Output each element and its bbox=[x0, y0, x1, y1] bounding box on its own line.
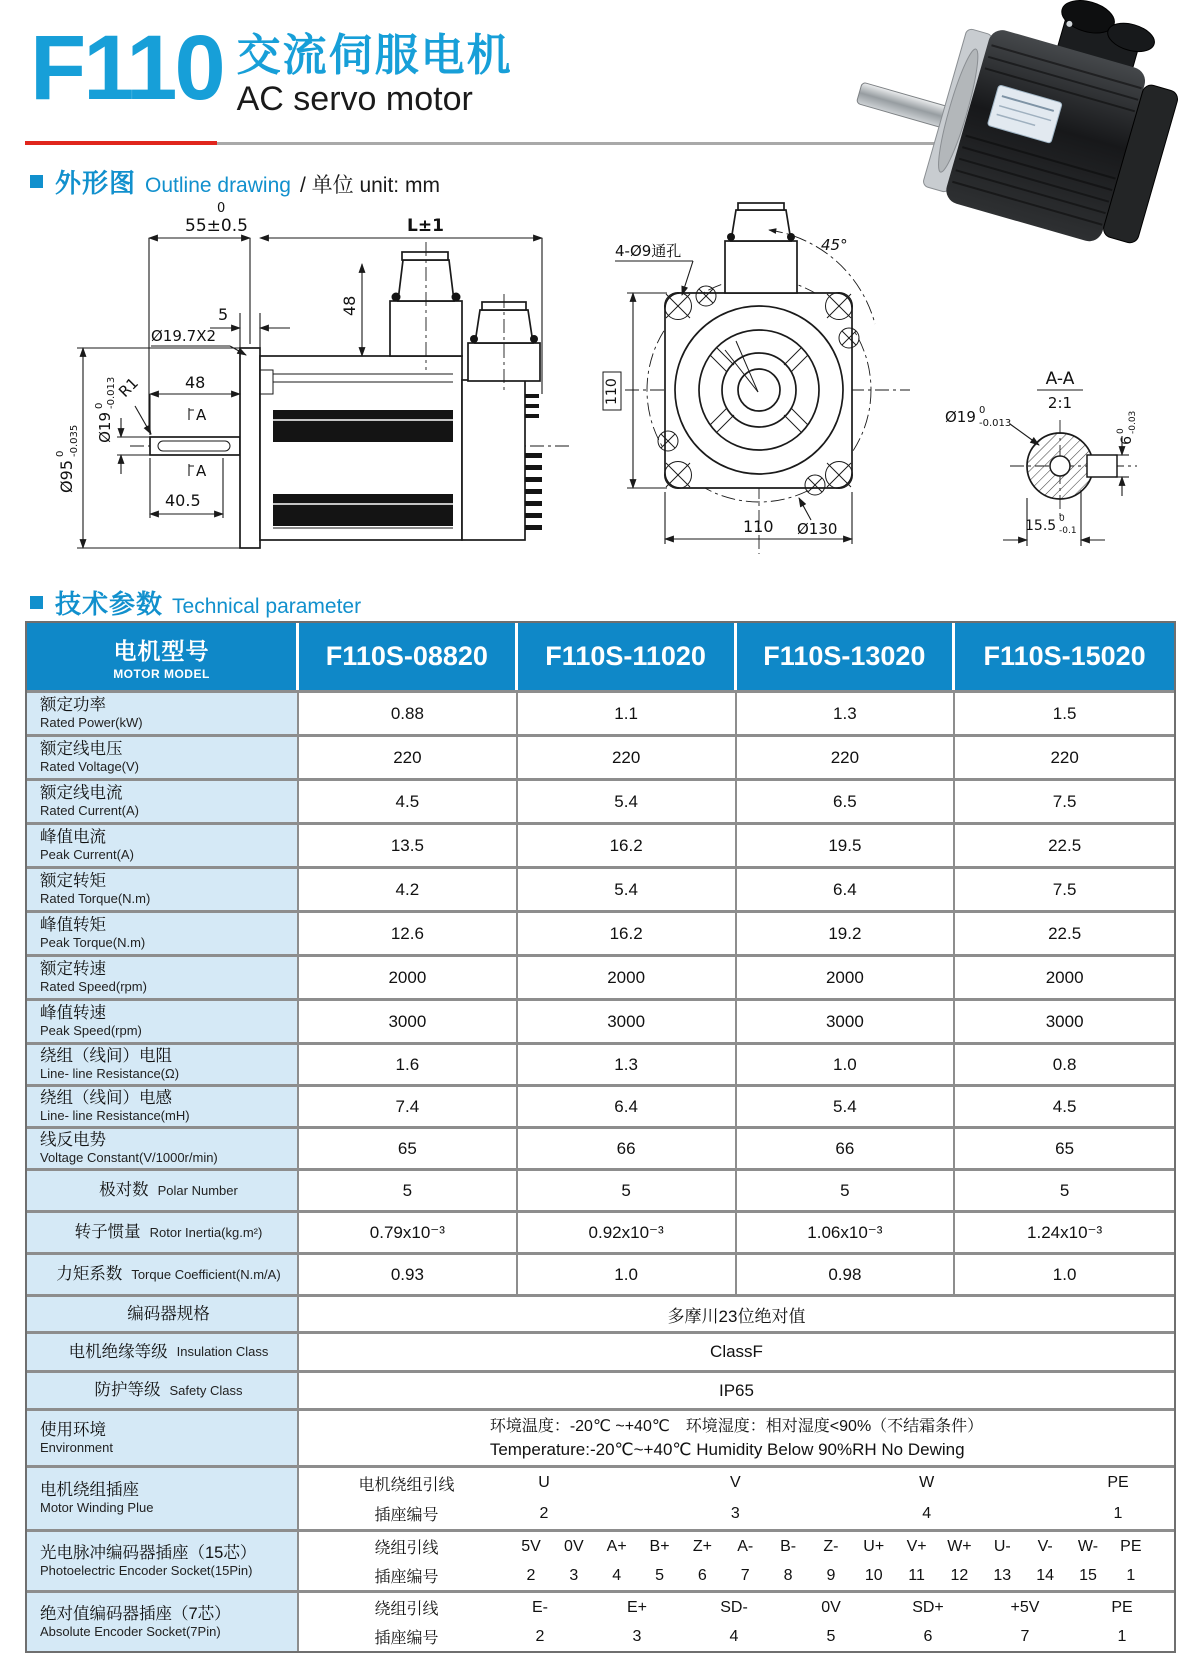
value-cell: 0.79x10⁻³ bbox=[299, 1213, 518, 1252]
pin-area bbox=[299, 1593, 1174, 1651]
row-label bbox=[27, 1087, 299, 1126]
row-label bbox=[27, 1129, 299, 1168]
value-cell: 1.06x10⁻³ bbox=[737, 1213, 956, 1252]
bolt-circle-label: Ø130 bbox=[797, 520, 838, 538]
model-name: F110S-08820 bbox=[299, 623, 518, 690]
spec-row bbox=[27, 910, 1174, 954]
row-label-en: Rotor Inertia(kg.m²) bbox=[149, 1224, 263, 1240]
value-cell: 3000 bbox=[299, 1001, 518, 1042]
pin-sub-row bbox=[299, 1499, 1174, 1530]
value-cell: 3000 bbox=[737, 1001, 956, 1042]
row-label-en: Rated Speed(rpm) bbox=[40, 979, 147, 994]
pin-label: PE bbox=[1107, 1474, 1129, 1492]
value-cell: 1.0 bbox=[737, 1045, 956, 1084]
dim-width-110: 110 bbox=[743, 517, 774, 536]
value-cell: 1.3 bbox=[518, 1045, 737, 1084]
row-label-cn: 额定转速 bbox=[40, 960, 106, 978]
section-title: A-A bbox=[1045, 369, 1075, 389]
pin-label: V- bbox=[1037, 1537, 1053, 1555]
row-label bbox=[27, 1334, 299, 1370]
pin-label: W bbox=[919, 1474, 935, 1492]
pin-label: 0V bbox=[564, 1537, 584, 1555]
value-cell: 5.4 bbox=[518, 781, 737, 822]
environment-line-en: Temperature:-20℃~+40℃ Humidity Below 90%RH No Dewing bbox=[489, 1439, 965, 1459]
dim-d197: Ø19.7X2 bbox=[151, 327, 217, 345]
value-cell: 1.3 bbox=[737, 693, 956, 734]
row-label bbox=[27, 1045, 299, 1084]
pin-label: A- bbox=[737, 1537, 754, 1555]
svg-text:0: 0 bbox=[979, 405, 986, 416]
pin-label: Z- bbox=[823, 1537, 839, 1555]
value-cell: 1.0 bbox=[518, 1255, 737, 1294]
pin-values bbox=[514, 1599, 1174, 1617]
svg-text:Ø19: Ø19 bbox=[96, 412, 114, 443]
row-label bbox=[27, 693, 299, 734]
value-cell: 220 bbox=[1050, 747, 1079, 767]
outline-title-cn: 外形图 bbox=[55, 168, 137, 198]
value-cell: 5 bbox=[737, 1171, 956, 1210]
rule-red-segment bbox=[25, 141, 217, 145]
row-label-cn: 额定线电流 bbox=[40, 784, 123, 802]
section-dia-label bbox=[945, 405, 1011, 429]
datum-a-1: A bbox=[196, 406, 207, 424]
row-label-en: Polar Number bbox=[157, 1182, 238, 1198]
outline-section-heading bbox=[30, 163, 440, 200]
key-height-label bbox=[1116, 411, 1138, 445]
pin-number: 4 bbox=[729, 1627, 739, 1645]
value-cell: 16.2 bbox=[518, 825, 737, 866]
row-label-en: Rated Torque(N.m) bbox=[40, 891, 151, 906]
span-row bbox=[27, 1294, 1174, 1331]
value-cell: 4.5 bbox=[299, 781, 518, 822]
pin-number: 4 bbox=[922, 1504, 932, 1522]
pin-label: A+ bbox=[606, 1537, 627, 1555]
spec-row bbox=[27, 998, 1174, 1042]
row-label-cn: 极对数 bbox=[99, 1181, 149, 1199]
dim-405: 40.5 bbox=[165, 491, 201, 510]
row-label-cn: 额定功率 bbox=[40, 696, 106, 714]
value-cell: 0.88 bbox=[299, 693, 518, 734]
pin-label: SD+ bbox=[912, 1598, 944, 1616]
row-label-en: Rated Voltage(V) bbox=[40, 759, 140, 774]
pin-values bbox=[514, 1567, 1174, 1585]
pin-number: 2 bbox=[539, 1504, 549, 1522]
table-header-row bbox=[27, 623, 1174, 690]
pin-number: 4 bbox=[612, 1566, 622, 1584]
environment-line-cn: 环境温度：-20℃ ~+40℃ 环境湿度：相对湿度<90%（不结霜条件） bbox=[489, 1417, 984, 1435]
row-label-cn: 额定转矩 bbox=[40, 872, 106, 890]
row-label-cn: 力矩系数 bbox=[56, 1265, 123, 1283]
spec-row bbox=[27, 1084, 1174, 1126]
header-model-en: MOTOR MODEL bbox=[113, 666, 210, 681]
value-cell: 220 bbox=[518, 737, 737, 778]
row-label-cn: 额定线电压 bbox=[40, 740, 123, 758]
pin-label: 5V bbox=[521, 1537, 541, 1555]
body-dia-label bbox=[55, 425, 80, 493]
row-label bbox=[27, 869, 299, 910]
value-cell: 220 bbox=[737, 737, 956, 778]
value-cell: 3000 bbox=[518, 1001, 737, 1042]
pin-number: 2 bbox=[526, 1566, 536, 1584]
row-label bbox=[27, 1255, 299, 1294]
header-model-cn: 电机型号 bbox=[113, 637, 210, 664]
dim-48v: 48 bbox=[340, 295, 359, 316]
pin-sub-label: 插座编号 bbox=[374, 1630, 439, 1647]
pin-number: 3 bbox=[632, 1627, 642, 1645]
row-label-cn: 绝对值编码器插座（7芯） bbox=[40, 1604, 231, 1623]
title-block bbox=[30, 18, 513, 118]
pin-label: 0V bbox=[821, 1598, 841, 1616]
pin-number: 9 bbox=[826, 1566, 836, 1584]
spec-row bbox=[27, 734, 1174, 778]
section-aa-view bbox=[945, 369, 1138, 546]
spec-row bbox=[27, 866, 1174, 910]
pin-area bbox=[299, 1468, 1174, 1529]
svg-text:-0.1: -0.1 bbox=[1059, 526, 1077, 536]
value-cell: 19.5 bbox=[737, 825, 956, 866]
pin-row bbox=[27, 1529, 1174, 1590]
spec-row bbox=[27, 778, 1174, 822]
row-label-cn: 绕组（线间）电阻 bbox=[40, 1047, 172, 1065]
title-en: AC servo motor bbox=[236, 80, 473, 118]
dim-L: L±1 bbox=[407, 216, 444, 236]
row-label-cn: 转子惯量 bbox=[74, 1223, 141, 1241]
row-label bbox=[27, 957, 299, 998]
value-cell-wide: 多摩川23位绝对值 bbox=[667, 1306, 806, 1326]
dim-5: 5 bbox=[218, 305, 229, 324]
value-cell-wide: IP65 bbox=[719, 1380, 754, 1400]
pin-number: 12 bbox=[950, 1566, 969, 1584]
pin-sub-label: 绕组引线 bbox=[374, 1540, 439, 1557]
row-label-cn: 编码器规格 bbox=[127, 1304, 210, 1323]
value-cell: 12.6 bbox=[299, 913, 518, 954]
row-label-en: Rated Current(A) bbox=[40, 803, 139, 818]
pin-sub-row bbox=[299, 1532, 1174, 1561]
dim-r1: R1 bbox=[115, 373, 142, 401]
value-cell: 66 bbox=[518, 1129, 737, 1168]
pin-number: 5 bbox=[655, 1566, 664, 1584]
value-cell: 6.5 bbox=[737, 781, 956, 822]
pin-number: 10 bbox=[864, 1566, 883, 1584]
value-cell: 7.4 bbox=[299, 1087, 518, 1126]
value-cell: 5.4 bbox=[518, 869, 737, 910]
pin-label: V+ bbox=[906, 1537, 927, 1555]
svg-text:-0.035: -0.035 bbox=[69, 424, 80, 457]
pin-number: 1 bbox=[1126, 1566, 1136, 1584]
pin-sub-label: 电机绕组引线 bbox=[358, 1476, 455, 1494]
dim-55: 55±0.5 bbox=[185, 216, 248, 236]
value-cell: 1.1 bbox=[518, 693, 737, 734]
pin-number: 6 bbox=[923, 1627, 933, 1645]
value-cell: 4.5 bbox=[1052, 1096, 1077, 1116]
outline-drawing bbox=[25, 198, 1175, 560]
page-title: F110 bbox=[30, 17, 223, 119]
row-label-cn: 峰值转矩 bbox=[40, 916, 106, 934]
pin-number: 6 bbox=[697, 1566, 707, 1584]
pin-label: V bbox=[729, 1474, 741, 1492]
spec-row bbox=[27, 1126, 1174, 1168]
pin-number: 7 bbox=[1020, 1627, 1030, 1645]
row-label-cn: 光电脉冲编码器插座（15芯） bbox=[40, 1543, 257, 1562]
row-label bbox=[27, 913, 299, 954]
flat-width-label bbox=[1025, 514, 1077, 536]
pin-number: 8 bbox=[783, 1566, 793, 1584]
value-cell: 1.0 bbox=[1052, 1264, 1077, 1284]
pin-label: U- bbox=[993, 1537, 1011, 1555]
tech-title-en: Technical parameter bbox=[172, 595, 362, 618]
row-label-en: Peak Speed(rpm) bbox=[40, 1023, 142, 1038]
pin-sub-label: 插座编号 bbox=[374, 1569, 439, 1586]
svg-text:6: 6 bbox=[1119, 436, 1135, 445]
tech-title-cn: 技术参数 bbox=[55, 589, 164, 619]
row-label-en: Photoelectric Encoder Socket(15Pin) bbox=[40, 1562, 253, 1578]
value-cell: 65 bbox=[299, 1129, 518, 1168]
row-label-en: Safety Class bbox=[169, 1382, 243, 1398]
svg-text:15.5: 15.5 bbox=[1025, 518, 1057, 534]
section-scale: 2:1 bbox=[1047, 394, 1073, 412]
spec-row bbox=[27, 1042, 1174, 1084]
pin-number: 5 bbox=[826, 1627, 836, 1645]
model-name: F110S-11020 bbox=[518, 623, 737, 690]
row-label-en: Environment bbox=[40, 1439, 113, 1455]
model-name: F110S-13020 bbox=[737, 623, 956, 690]
value-cell: 16.2 bbox=[518, 913, 737, 954]
row-label-cn: 使用环境 bbox=[40, 1420, 106, 1439]
value-cell: 3000 bbox=[1045, 1011, 1084, 1031]
row-label bbox=[27, 1593, 299, 1651]
pin-label: B+ bbox=[649, 1537, 670, 1555]
outline-title-en: Outline drawing bbox=[145, 174, 291, 197]
row-label-cn: 电机绝缘等级 bbox=[68, 1342, 168, 1361]
pin-number: 3 bbox=[569, 1566, 579, 1584]
pin-label: U+ bbox=[863, 1537, 885, 1555]
spec-row bbox=[27, 822, 1174, 866]
pin-number: 1 bbox=[1117, 1627, 1127, 1645]
span-row bbox=[27, 1331, 1174, 1370]
pin-number: 2 bbox=[535, 1627, 545, 1645]
value-cell: 13.5 bbox=[299, 825, 518, 866]
value-cell: 5 bbox=[518, 1171, 737, 1210]
value-cell: 7.5 bbox=[1052, 879, 1077, 899]
value-cell: 2000 bbox=[518, 957, 737, 998]
value-cell: 5 bbox=[1059, 1180, 1070, 1200]
row-label bbox=[27, 737, 299, 778]
row-label bbox=[27, 1171, 299, 1210]
dim-45deg: 45° bbox=[821, 236, 848, 254]
pin-number: 3 bbox=[730, 1504, 740, 1522]
spec-row bbox=[27, 1252, 1174, 1294]
row-label bbox=[27, 825, 299, 866]
model-name: F110S-15020 bbox=[983, 641, 1146, 671]
svg-text:Ø19: Ø19 bbox=[945, 408, 976, 426]
row-label-en: Absolute Encoder Socket(7Pin) bbox=[40, 1623, 221, 1639]
pin-label: PE bbox=[1120, 1537, 1142, 1555]
svg-text:-0.03: -0.03 bbox=[1128, 410, 1138, 434]
value-cell: 0.98 bbox=[737, 1255, 956, 1294]
row-label-en: Line- line Resistance(Ω) bbox=[40, 1066, 180, 1081]
row-label-cn: 绕组（线间）电感 bbox=[40, 1089, 172, 1107]
holes-label: 4-Ø9通孔 bbox=[615, 242, 682, 260]
row-label-en: Torque Coefficient(N.m/A) bbox=[131, 1266, 281, 1282]
dim-height-110: 110 bbox=[604, 378, 620, 405]
side-view bbox=[55, 201, 570, 548]
row-label bbox=[27, 1001, 299, 1042]
front-view bbox=[603, 203, 910, 554]
svg-text:0: 0 bbox=[1059, 514, 1065, 524]
pin-sub-label: 绕组引线 bbox=[374, 1601, 439, 1618]
row-label-cn: 电机绕组插座 bbox=[40, 1481, 139, 1499]
title-cn: 交流伺服电机 bbox=[236, 31, 513, 80]
pin-area bbox=[299, 1532, 1174, 1590]
pin-sub-row bbox=[299, 1561, 1174, 1590]
pin-row bbox=[27, 1590, 1174, 1651]
pin-values bbox=[514, 1505, 1174, 1523]
environment-text bbox=[490, 1416, 983, 1461]
value-cell: 5 bbox=[299, 1171, 518, 1210]
row-label bbox=[27, 1373, 299, 1408]
pin-label: Z+ bbox=[692, 1537, 712, 1555]
row-label-cn: 峰值电流 bbox=[40, 828, 106, 846]
value-cell: 1.6 bbox=[299, 1045, 518, 1084]
spec-row bbox=[27, 954, 1174, 998]
value-cell: 66 bbox=[737, 1129, 956, 1168]
svg-text:-0.013: -0.013 bbox=[106, 376, 117, 409]
section-bullet-icon bbox=[30, 175, 43, 188]
table-header-model-cell bbox=[27, 623, 299, 690]
value-cell: 2000 bbox=[737, 957, 956, 998]
value-cell: 1.24x10⁻³ bbox=[1027, 1222, 1103, 1242]
value-cell: 4.2 bbox=[299, 869, 518, 910]
pin-sub-row bbox=[299, 1593, 1174, 1622]
pin-values bbox=[514, 1538, 1174, 1556]
value-cell: 2000 bbox=[299, 957, 518, 998]
pin-number: 13 bbox=[993, 1566, 1012, 1584]
row-label-en: Insulation Class bbox=[176, 1344, 269, 1359]
tech-section-heading bbox=[30, 584, 361, 621]
value-cell: 65 bbox=[1055, 1138, 1075, 1158]
row-label-en: Rated Power(kW) bbox=[40, 715, 143, 730]
row-label-en: Line- line Resistance(mH) bbox=[40, 1108, 190, 1123]
svg-text:0: 0 bbox=[55, 450, 66, 457]
row-label-cn: 线反电势 bbox=[40, 1131, 106, 1149]
pin-sub-label: 插座编号 bbox=[374, 1507, 439, 1525]
row-label bbox=[27, 1213, 299, 1252]
pin-values bbox=[514, 1628, 1174, 1646]
value-cell: 5.4 bbox=[737, 1087, 956, 1126]
value-cell: 22.5 bbox=[1048, 835, 1082, 855]
spec-row bbox=[27, 690, 1174, 734]
value-cell-wide bbox=[299, 1411, 1174, 1465]
svg-text:0: 0 bbox=[1116, 428, 1126, 434]
row-label-cn: 峰值转速 bbox=[40, 1004, 106, 1022]
svg-text:Ø95: Ø95 bbox=[57, 460, 76, 493]
row-label-en: Peak Torque(N.m) bbox=[40, 935, 146, 950]
row-label-cn: 防护等级 bbox=[94, 1381, 161, 1399]
value-cell: 7.5 bbox=[1052, 791, 1077, 811]
row-label-en: Motor Winding Plue bbox=[40, 1500, 154, 1515]
pin-label: E- bbox=[532, 1598, 548, 1616]
svg-text:0: 0 bbox=[94, 402, 105, 409]
shaft-dia-label bbox=[94, 377, 117, 443]
value-cell: 19.2 bbox=[737, 913, 956, 954]
pin-number: 7 bbox=[740, 1566, 750, 1584]
span-row bbox=[27, 1370, 1174, 1408]
pin-number: 14 bbox=[1036, 1566, 1055, 1584]
row-label-en: Peak Current(A) bbox=[40, 847, 134, 862]
pin-values bbox=[514, 1474, 1174, 1492]
pin-number: 1 bbox=[1113, 1504, 1123, 1522]
row-label bbox=[27, 1297, 299, 1331]
value-cell: 220 bbox=[299, 737, 518, 778]
pin-label: U bbox=[538, 1474, 550, 1492]
pin-label: SD- bbox=[720, 1598, 748, 1616]
pin-number: 11 bbox=[908, 1566, 925, 1584]
pin-sub-row bbox=[299, 1622, 1174, 1651]
dim-55-sup: 0 bbox=[217, 201, 226, 216]
spec-row bbox=[27, 1168, 1174, 1210]
pin-row bbox=[27, 1465, 1174, 1529]
pin-label: W+ bbox=[947, 1537, 972, 1555]
value-cell: 0.93 bbox=[299, 1255, 518, 1294]
spec-row bbox=[27, 1210, 1174, 1252]
value-cell: 6.4 bbox=[737, 869, 956, 910]
value-cell: 0.92x10⁻³ bbox=[518, 1213, 737, 1252]
pin-label: E+ bbox=[626, 1598, 647, 1616]
parameter-table bbox=[25, 621, 1176, 1653]
dim-48h: 48 bbox=[185, 373, 206, 392]
svg-text:-0.013: -0.013 bbox=[979, 418, 1012, 429]
row-label bbox=[27, 1532, 299, 1590]
row-label bbox=[27, 781, 299, 822]
pin-number: 15 bbox=[1079, 1566, 1097, 1584]
value-cell: 1.5 bbox=[1052, 703, 1077, 723]
row-label-en: Voltage Constant(V/1000r/min) bbox=[40, 1150, 218, 1165]
value-cell: 6.4 bbox=[518, 1087, 737, 1126]
row-label bbox=[27, 1411, 299, 1465]
span-row bbox=[27, 1408, 1174, 1465]
section-bullet-icon bbox=[30, 596, 43, 609]
pin-label: W- bbox=[1077, 1537, 1099, 1555]
pin-label: B- bbox=[780, 1537, 797, 1555]
row-label bbox=[27, 1468, 299, 1529]
value-cell: 0.8 bbox=[1052, 1054, 1077, 1074]
pin-label: PE bbox=[1111, 1598, 1133, 1616]
outline-unit: / 单位 unit: mm bbox=[299, 174, 440, 197]
value-cell-wide: ClassF bbox=[710, 1342, 763, 1361]
value-cell: 2000 bbox=[1045, 967, 1084, 987]
datum-a-2: A bbox=[196, 462, 207, 480]
pin-sub-row bbox=[299, 1468, 1174, 1499]
value-cell: 22.5 bbox=[1048, 923, 1082, 943]
pin-label: +5V bbox=[1010, 1598, 1040, 1616]
